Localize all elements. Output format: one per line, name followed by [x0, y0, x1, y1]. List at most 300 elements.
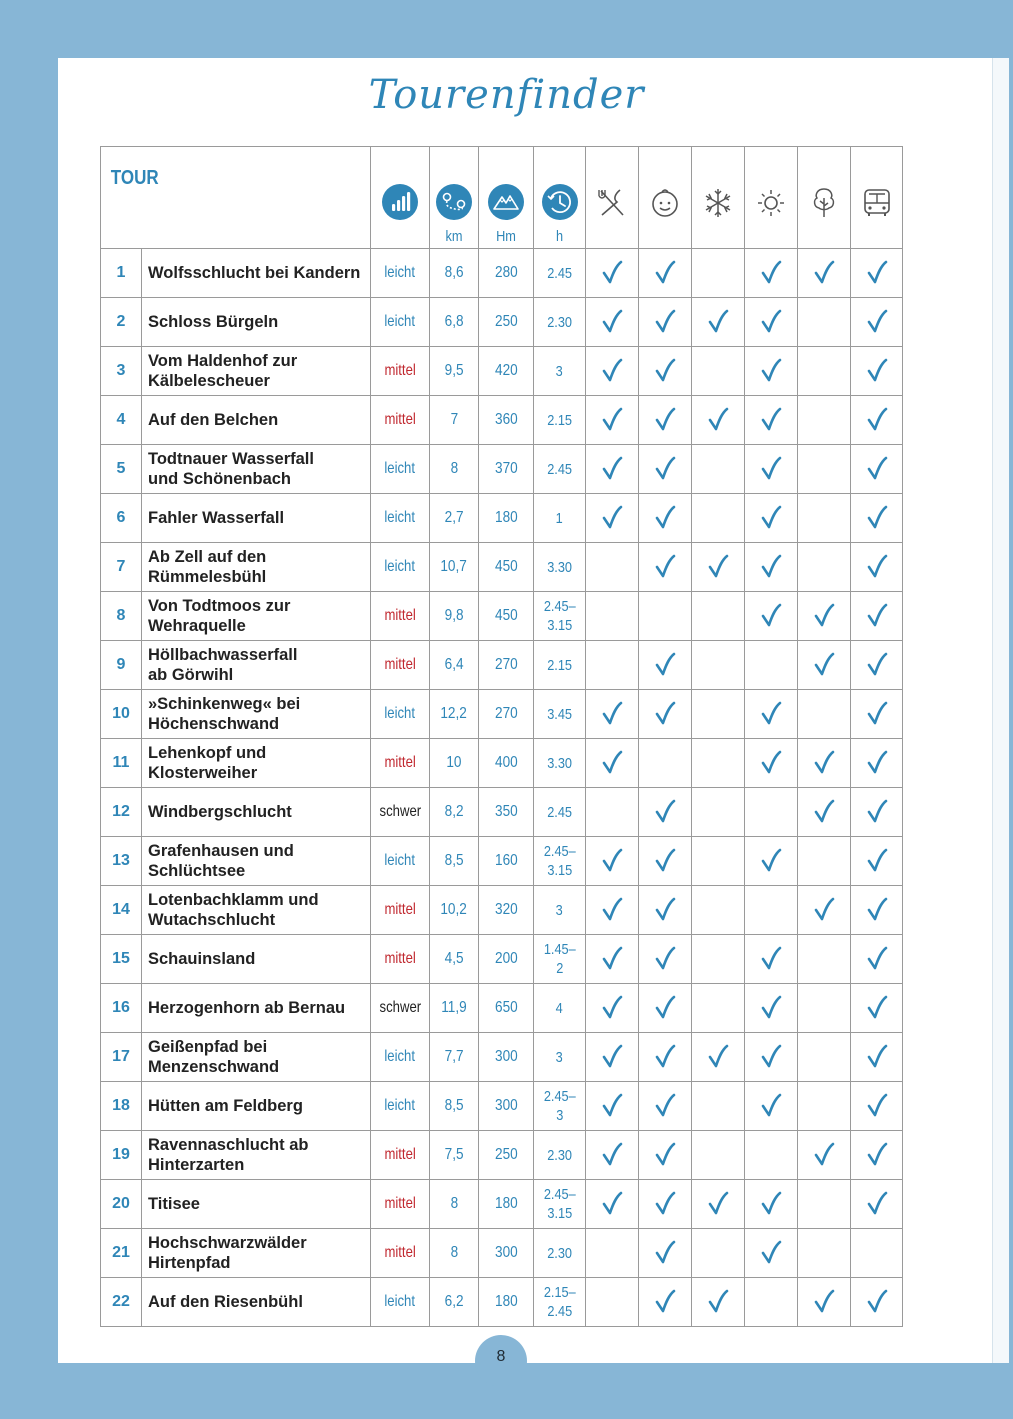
check-cell-sommer — [745, 592, 798, 641]
duration-value: 3 — [555, 901, 564, 919]
tour-number: 3 — [116, 362, 126, 379]
elevation-value: 160 — [494, 852, 518, 869]
check-cell-oepnv — [851, 837, 903, 886]
tour-name: Titisee — [142, 1180, 371, 1229]
duration-value: 2.45– 3 — [543, 1088, 576, 1124]
check-cell-natur — [798, 249, 851, 298]
difficulty-value: leicht — [384, 313, 416, 330]
distance-cell — [430, 1082, 479, 1131]
header-transport — [851, 147, 903, 249]
route-distance-icon — [435, 183, 473, 221]
tour-rows — [101, 249, 903, 1327]
difficulty-value: mittel — [384, 950, 416, 967]
distance-value: 4,5 — [444, 950, 464, 967]
tour-name: Schloss Bürgeln — [142, 298, 371, 347]
tour-number: 20 — [112, 1195, 130, 1212]
check-cell-einkehr — [586, 788, 639, 837]
distance-value: 8 — [450, 1195, 458, 1212]
check-icon — [601, 309, 623, 335]
difficulty-cell — [371, 837, 430, 886]
duration-cell — [534, 935, 586, 984]
elevation-value: 180 — [494, 1195, 518, 1212]
check-cell-einkehr — [586, 886, 639, 935]
tour-number: 13 — [112, 852, 130, 869]
check-cell-einkehr — [586, 1033, 639, 1082]
check-icon — [654, 799, 676, 825]
check-icon — [760, 554, 782, 580]
check-icon — [813, 1289, 835, 1315]
distance-cell — [430, 788, 479, 837]
duration-value: 3 — [555, 362, 564, 380]
check-cell-natur — [798, 1278, 851, 1327]
elevation-value: 360 — [494, 411, 518, 428]
check-cell-kinder — [639, 298, 692, 347]
table-row — [101, 1180, 903, 1229]
difficulty-value: leicht — [384, 705, 416, 722]
distance-cell — [430, 690, 479, 739]
page-number: 8 — [475, 1335, 527, 1387]
check-cell-winter — [692, 445, 745, 494]
check-cell-oepnv — [851, 1082, 903, 1131]
check-cell-kinder — [639, 837, 692, 886]
difficulty-cell — [371, 347, 430, 396]
duration-value: 2.15 — [547, 656, 572, 674]
check-cell-winter — [692, 494, 745, 543]
check-icon — [707, 309, 729, 335]
table-row — [101, 1278, 903, 1327]
check-cell-kinder — [639, 1082, 692, 1131]
table-row — [101, 837, 903, 886]
check-icon — [601, 407, 623, 433]
table-row — [101, 494, 903, 543]
check-icon — [866, 995, 888, 1021]
check-cell-kinder — [639, 984, 692, 1033]
difficulty-value: mittel — [384, 901, 416, 918]
check-cell-winter — [692, 886, 745, 935]
elevation-cell — [479, 347, 534, 396]
check-icon — [760, 358, 782, 384]
duration-cell — [534, 543, 586, 592]
tour-number: 21 — [112, 1244, 130, 1261]
duration-cell — [534, 1033, 586, 1082]
elevation-value: 180 — [494, 509, 518, 526]
check-cell-sommer — [745, 641, 798, 690]
check-cell-oepnv — [851, 690, 903, 739]
header-winter — [692, 147, 745, 249]
check-cell-sommer — [745, 690, 798, 739]
elevation-cell — [479, 592, 534, 641]
check-icon — [654, 260, 676, 286]
check-icon — [760, 1093, 782, 1119]
check-cell-winter — [692, 641, 745, 690]
check-icon — [866, 946, 888, 972]
tour-number-cell — [101, 445, 142, 494]
header-duration — [534, 147, 586, 249]
elevation-cell — [479, 1033, 534, 1082]
distance-cell — [430, 886, 479, 935]
difficulty-cell — [371, 249, 430, 298]
difficulty-cell — [371, 543, 430, 592]
tour-name: Todtnauer Wasserfall und Schönenbach — [142, 445, 371, 494]
duration-value: 2.45– 3.15 — [543, 598, 576, 634]
bus-icon — [860, 186, 894, 220]
header-summer — [745, 147, 798, 249]
check-icon — [760, 701, 782, 727]
check-cell-oepnv — [851, 935, 903, 984]
tour-number: 4 — [116, 411, 126, 428]
tour-number-cell — [101, 347, 142, 396]
difficulty-cell — [371, 1131, 430, 1180]
table-row — [101, 1229, 903, 1278]
check-icon — [654, 358, 676, 384]
check-cell-kinder — [639, 739, 692, 788]
difficulty-cell — [371, 592, 430, 641]
check-icon — [601, 750, 623, 776]
check-cell-oepnv — [851, 494, 903, 543]
check-icon — [760, 407, 782, 433]
tour-number: 12 — [112, 803, 130, 820]
check-cell-kinder — [639, 1229, 692, 1278]
tour-number: 22 — [112, 1293, 130, 1310]
check-cell-kinder — [639, 494, 692, 543]
check-cell-oepnv — [851, 592, 903, 641]
duration-cell — [534, 641, 586, 690]
header-difficulty — [371, 147, 430, 249]
tour-number-cell — [101, 592, 142, 641]
distance-cell — [430, 445, 479, 494]
check-icon — [760, 1191, 782, 1217]
clock-duration-icon — [541, 183, 579, 221]
distance-cell — [430, 641, 479, 690]
check-cell-winter — [692, 592, 745, 641]
duration-value: 1.45– 2 — [543, 941, 576, 977]
elevation-value: 200 — [494, 950, 518, 967]
check-icon — [760, 946, 782, 972]
check-cell-oepnv — [851, 641, 903, 690]
check-icon — [654, 407, 676, 433]
check-icon — [654, 456, 676, 482]
check-icon — [866, 309, 888, 335]
check-cell-oepnv — [851, 347, 903, 396]
tour-name: Ravennaschlucht ab Hinterzarten — [142, 1131, 371, 1180]
check-cell-oepnv — [851, 886, 903, 935]
check-cell-winter — [692, 837, 745, 886]
tour-number-cell — [101, 396, 142, 445]
unit-km: km — [445, 228, 463, 245]
elevation-value: 350 — [494, 803, 518, 820]
check-cell-natur — [798, 886, 851, 935]
check-cell-kinder — [639, 592, 692, 641]
tour-number-cell — [101, 984, 142, 1033]
check-cell-sommer — [745, 739, 798, 788]
check-icon — [601, 1191, 623, 1217]
tour-name: Hütten am Feldberg — [142, 1082, 371, 1131]
table-row — [101, 445, 903, 494]
elevation-value: 370 — [494, 460, 518, 477]
check-icon — [760, 1044, 782, 1070]
table-row — [101, 347, 903, 396]
duration-value: 3.45 — [547, 705, 572, 723]
duration-cell — [534, 298, 586, 347]
duration-value: 3 — [555, 1048, 564, 1066]
check-cell-winter — [692, 739, 745, 788]
tour-name: Geißenpfad bei Menzenschwand — [142, 1033, 371, 1082]
tour-name: Höllbachwasserfall ab Görwihl — [142, 641, 371, 690]
tour-number-cell — [101, 837, 142, 886]
check-cell-einkehr — [586, 1180, 639, 1229]
check-cell-natur — [798, 592, 851, 641]
check-icon — [866, 358, 888, 384]
check-cell-kinder — [639, 1278, 692, 1327]
check-cell-winter — [692, 298, 745, 347]
duration-value: 2.45– 3.15 — [543, 1186, 576, 1222]
distance-value: 12,2 — [440, 705, 468, 722]
check-icon — [760, 505, 782, 531]
duration-value: 3.30 — [547, 558, 572, 576]
duration-cell — [534, 249, 586, 298]
unit-h: h — [555, 228, 564, 245]
check-icon — [601, 946, 623, 972]
tour-number: 15 — [112, 950, 130, 967]
check-icon — [866, 456, 888, 482]
check-cell-oepnv — [851, 984, 903, 1033]
check-cell-oepnv — [851, 1131, 903, 1180]
tour-number: 7 — [116, 558, 126, 575]
check-cell-natur — [798, 1131, 851, 1180]
check-cell-winter — [692, 1033, 745, 1082]
distance-value: 6,8 — [444, 313, 464, 330]
elevation-value: 300 — [494, 1244, 518, 1261]
tour-number: 8 — [116, 607, 126, 624]
duration-cell — [534, 1082, 586, 1131]
check-icon — [813, 1142, 835, 1168]
mountain-elevation-icon — [487, 183, 525, 221]
check-cell-winter — [692, 1278, 745, 1327]
duration-cell — [534, 396, 586, 445]
tour-name: Vom Haldenhof zur Kälbelescheuer — [142, 347, 371, 396]
check-cell-kinder — [639, 396, 692, 445]
tour-number-cell — [101, 739, 142, 788]
check-icon — [813, 750, 835, 776]
check-cell-sommer — [745, 445, 798, 494]
check-cell-natur — [798, 445, 851, 494]
check-cell-einkehr — [586, 935, 639, 984]
elevation-cell — [479, 1131, 534, 1180]
check-icon — [601, 260, 623, 286]
check-icon — [866, 1289, 888, 1315]
distance-value: 7,7 — [444, 1048, 464, 1065]
check-cell-einkehr — [586, 494, 639, 543]
check-icon — [866, 554, 888, 580]
header-nature — [798, 147, 851, 249]
distance-value: 10 — [446, 754, 462, 771]
tour-number: 14 — [112, 901, 130, 918]
check-icon — [601, 1093, 623, 1119]
distance-value: 8 — [450, 1244, 458, 1261]
table-row — [101, 984, 903, 1033]
elevation-cell — [479, 1278, 534, 1327]
difficulty-cell — [371, 984, 430, 1033]
check-cell-einkehr — [586, 396, 639, 445]
distance-value: 8,2 — [444, 803, 464, 820]
check-icon — [601, 505, 623, 531]
tour-number-cell — [101, 298, 142, 347]
check-cell-winter — [692, 347, 745, 396]
difficulty-value: leicht — [384, 1293, 416, 1310]
check-icon — [760, 260, 782, 286]
difficulty-value: mittel — [384, 411, 416, 428]
check-cell-einkehr — [586, 1229, 639, 1278]
check-cell-winter — [692, 984, 745, 1033]
check-cell-kinder — [639, 249, 692, 298]
difficulty-value: mittel — [384, 754, 416, 771]
tour-name: »Schinkenweg« bei Höchenschwand — [142, 690, 371, 739]
elevation-value: 650 — [494, 999, 518, 1016]
child-face-icon — [648, 186, 682, 220]
duration-value: 2.45 — [547, 264, 572, 282]
check-icon — [707, 554, 729, 580]
check-cell-sommer — [745, 984, 798, 1033]
table-row — [101, 1033, 903, 1082]
distance-value: 7,5 — [444, 1146, 464, 1163]
check-cell-einkehr — [586, 837, 639, 886]
check-icon — [760, 750, 782, 776]
elevation-cell — [479, 1180, 534, 1229]
distance-cell — [430, 249, 479, 298]
duration-value: 2.45 — [547, 803, 572, 821]
elevation-value: 270 — [494, 656, 518, 673]
duration-value: 2.30 — [547, 313, 572, 331]
difficulty-cell — [371, 788, 430, 837]
check-icon — [866, 1191, 888, 1217]
check-icon — [760, 603, 782, 629]
check-icon — [760, 456, 782, 482]
distance-value: 6,2 — [444, 1293, 464, 1310]
check-cell-winter — [692, 396, 745, 445]
fork-knife-icon — [595, 186, 629, 220]
duration-cell — [534, 1229, 586, 1278]
tour-number-cell — [101, 249, 142, 298]
check-icon — [707, 407, 729, 433]
table-row — [101, 1131, 903, 1180]
check-cell-winter — [692, 1229, 745, 1278]
elevation-cell — [479, 396, 534, 445]
check-cell-natur — [798, 1180, 851, 1229]
check-cell-sommer — [745, 837, 798, 886]
duration-cell — [534, 494, 586, 543]
header-elevation — [479, 147, 534, 249]
duration-value: 4 — [555, 999, 564, 1017]
snowflake-icon — [701, 186, 735, 220]
check-cell-oepnv — [851, 543, 903, 592]
tour-name: Ab Zell auf den Rümmelesbühl — [142, 543, 371, 592]
elevation-cell — [479, 641, 534, 690]
difficulty-cell — [371, 396, 430, 445]
distance-cell — [430, 935, 479, 984]
check-icon — [813, 897, 835, 923]
difficulty-value: schwer — [379, 803, 421, 820]
distance-value: 10,7 — [440, 558, 468, 575]
check-cell-natur — [798, 396, 851, 445]
check-cell-winter — [692, 935, 745, 984]
tour-name: Von Todtmoos zur Wehraquelle — [142, 592, 371, 641]
check-cell-natur — [798, 739, 851, 788]
sun-icon — [754, 186, 788, 220]
distance-cell — [430, 1180, 479, 1229]
check-cell-natur — [798, 1229, 851, 1278]
distance-cell — [430, 1131, 479, 1180]
check-cell-kinder — [639, 641, 692, 690]
difficulty-cell — [371, 445, 430, 494]
difficulty-cell — [371, 298, 430, 347]
check-icon — [813, 799, 835, 825]
tour-number-cell — [101, 1131, 142, 1180]
check-cell-natur — [798, 837, 851, 886]
check-cell-oepnv — [851, 1180, 903, 1229]
duration-value: 2.30 — [547, 1146, 572, 1164]
check-cell-sommer — [745, 249, 798, 298]
check-cell-sommer — [745, 1278, 798, 1327]
difficulty-value: mittel — [384, 607, 416, 624]
check-cell-sommer — [745, 935, 798, 984]
tour-number: 9 — [116, 656, 126, 673]
difficulty-cell — [371, 935, 430, 984]
check-icon — [813, 652, 835, 678]
check-cell-kinder — [639, 1033, 692, 1082]
difficulty-value: mittel — [384, 1146, 416, 1163]
difficulty-cell — [371, 886, 430, 935]
duration-value: 3.30 — [547, 754, 572, 772]
duration-cell — [534, 690, 586, 739]
difficulty-value: leicht — [384, 460, 416, 477]
page-title: Tourenfinder — [368, 72, 645, 118]
tour-number-cell — [101, 1180, 142, 1229]
distance-cell — [430, 298, 479, 347]
tour-number-cell — [101, 1033, 142, 1082]
header-distance — [430, 147, 479, 249]
check-icon — [654, 1093, 676, 1119]
elevation-cell — [479, 298, 534, 347]
check-cell-einkehr — [586, 249, 639, 298]
check-cell-oepnv — [851, 249, 903, 298]
table-row — [101, 1082, 903, 1131]
difficulty-cell — [371, 1033, 430, 1082]
check-cell-oepnv — [851, 396, 903, 445]
check-icon — [760, 309, 782, 335]
difficulty-value: mittel — [384, 362, 416, 379]
elevation-value: 450 — [494, 607, 518, 624]
check-cell-winter — [692, 1131, 745, 1180]
difficulty-value: leicht — [384, 509, 416, 526]
check-cell-sommer — [745, 1033, 798, 1082]
check-cell-winter — [692, 249, 745, 298]
table-row — [101, 690, 903, 739]
check-cell-natur — [798, 641, 851, 690]
check-icon — [866, 799, 888, 825]
elevation-value: 250 — [494, 1146, 518, 1163]
elevation-cell — [479, 935, 534, 984]
distance-value: 11,9 — [441, 999, 467, 1016]
check-cell-sommer — [745, 298, 798, 347]
check-icon — [654, 652, 676, 678]
distance-value: 2,7 — [444, 509, 464, 526]
check-cell-kinder — [639, 445, 692, 494]
difficulty-cell — [371, 690, 430, 739]
check-icon — [760, 848, 782, 874]
check-icon — [813, 603, 835, 629]
check-icon — [866, 750, 888, 776]
check-icon — [654, 1240, 676, 1266]
